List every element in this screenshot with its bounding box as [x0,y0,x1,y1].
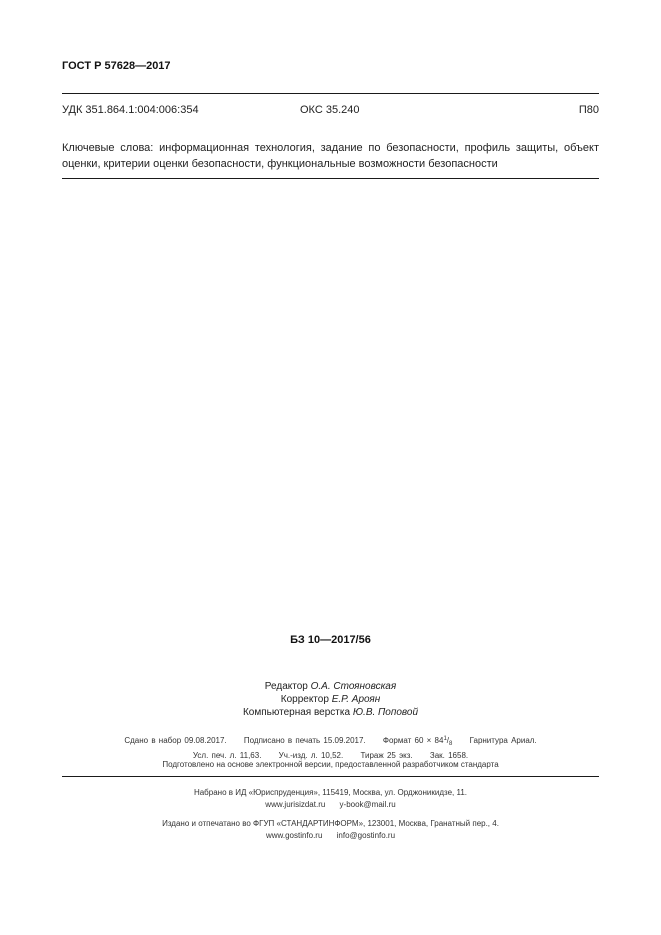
published-website-link[interactable]: www.gostinfo.ru [265,831,323,840]
corrector-line [0,693,661,706]
print-sheets: Усл. печ. л. 11,63. [192,751,262,760]
published-by-line: Издано и отпечатано во ФГУП «СТАНДАРТИНФОРМ», 123001, Москва, Гранатный пер., 4. [162,819,499,828]
edition-code: БЗ 10—2017/56 [290,634,371,646]
credits-block [0,680,661,719]
oks-code: ОКС 35.240 [300,104,360,116]
udk-code: УДК 351.864.1:004:006:354 [62,104,199,116]
layout-name: Ю.В. Поповой [352,707,419,718]
typeset-website-link[interactable]: www.jurisizdat.ru [265,800,326,809]
imprint-line-1 [0,733,661,750]
corrector-label: Корректор [280,694,329,705]
divider-top [62,93,599,94]
editor-name: О.А. Стояновская [310,681,397,692]
published-email-link[interactable]: info@gostinfo.ru [336,831,396,840]
circulation: Тираж 25 экз. [360,751,413,760]
typeset-by-line: Набрано в ИД «Юриспруденция», 115419, Москва, ул. Орджоникидзе, 11. [193,788,468,797]
layout-line [0,706,661,719]
typeset-by-block [0,787,661,811]
publishing-sheets: Уч.-изд. л. 10,52. [278,751,344,760]
editor-line [0,680,661,693]
divider-keywords [62,178,599,179]
corrector-name: Е.Р. Ароян [331,694,381,705]
category-code: П80 [578,104,599,116]
published-by-block [0,818,661,842]
divider-bottom [62,776,599,777]
submitted-date: Сдано в набор 09.08.2017. [124,736,227,745]
order-number: Зак. 1658. [429,751,469,760]
keywords-paragraph: Ключевые слова: информационная технология, задание по безопасности, профиль защиты, объект оценки, критерии оценки безопасности, функциональные возможности безопасности [62,142,599,170]
imprint-block [0,733,661,762]
published-contacts [0,830,661,842]
paper-format: Формат $60 \times 84^1/_8$ [382,736,453,747]
typeface: Гарнитура Ариал. [469,736,537,745]
editor-label: Редактор [264,681,308,692]
layout-label: Компьютерная верстка [242,707,351,718]
typeset-contacts [0,799,661,811]
signed-date: Подписано в печать 15.09.2017. [243,736,366,745]
document-code: ГОСТ Р 57628—2017 [62,60,171,72]
typeset-email-link[interactable]: y-book@mail.ru [339,800,396,809]
prepared-note: Подготовлено на основе электронной версии, предоставленной разработчиком стандарта [162,760,499,769]
